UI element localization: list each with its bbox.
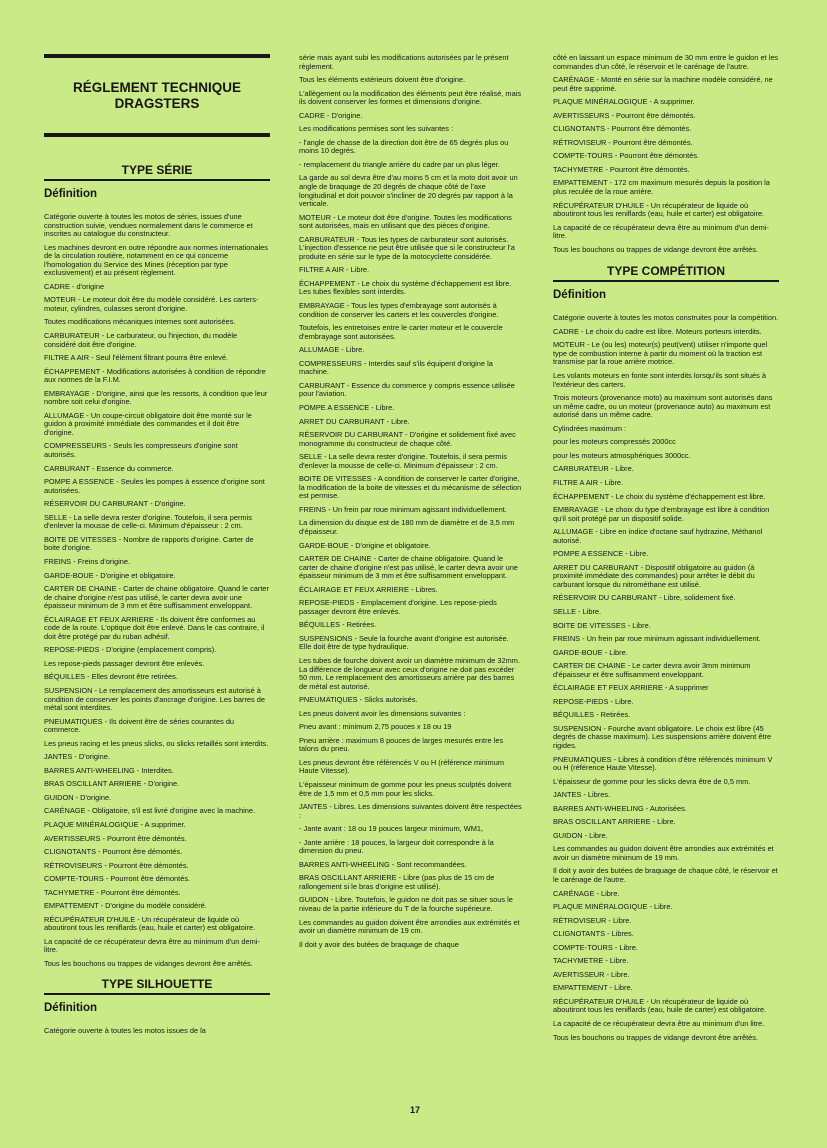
- paragraph: CADRE - D'origine.: [299, 110, 363, 120]
- paragraph: Tous les bouchons ou trappes de vidange devront être arrêtés.: [553, 1032, 759, 1042]
- section-rule: [44, 179, 270, 181]
- paragraph: BOITE DE VITESSES - Nombre de rapports d'origine. Carter de boite d'origine.: [44, 534, 254, 553]
- paragraph: Les repose-pieds passager devront être enlevés.: [44, 658, 205, 668]
- paragraph: JANTES - Libres. Les dimensions suivantes doivent être respectées :: [299, 802, 522, 820]
- paragraph: COMPRESSEURS - Interdits sauf s'ils équipent d'origine la machine.: [299, 358, 493, 377]
- silhouette-body: [299, 54, 523, 949]
- paragraph: CLIGNOTANTS - Libres.: [553, 929, 634, 939]
- paragraph: BÉQUILLES - Retirées.: [299, 620, 377, 630]
- header-rule-bottom: [44, 133, 270, 137]
- paragraph: pour les moteurs compressés 2000cc: [553, 437, 676, 447]
- paragraph: ÉCLAIRAGE ET FEUX ARRIERE - Libres.: [299, 584, 438, 594]
- paragraph: Catégorie ouverte à toutes les motos issues de la: [44, 1025, 206, 1035]
- paragraph: GUIDON - D'origine.: [44, 792, 112, 802]
- paragraph: Les volants moteurs en fonte sont interdits lorsqu'ils sont situés à l'extérieur des carters.: [553, 371, 766, 389]
- section-rule: [44, 993, 270, 995]
- paragraph: PNEUMATIQUES - Slicks autorisés.: [299, 695, 418, 705]
- paragraph: Les tubes de fourche doivent avoir un diamètre minimum de 32mm. La différence de longueur avec ceux d'origine ne doit pas excéder 50 mm. Le remplacement des amortisseurs arrière par des barres de métal est autorisé.: [299, 655, 521, 691]
- paragraph: Il doit y avoir des butées de braquage de chaque: [299, 939, 459, 949]
- paragraph: ÉCLAIRAGE ET FEUX ARRIERE - A supprimer: [553, 683, 709, 693]
- paragraph: ALLUMAGE - Libre en indice d'octane sauf hydrazine, Méthanol autorisé.: [553, 527, 763, 545]
- paragraph: Catégorie ouverte à toutes les motos construites pour la compétition.: [553, 313, 779, 323]
- paragraph: SELLE - Libre.: [553, 606, 602, 616]
- paragraph: CARTER DE CHAINE - Carter de chaine obligatoire. Quand le carter de chaine d'origine n'est pas utilisé, le carter devra avoir une épaisseur minimum de 3 mm et être suffisamment enveloppant.: [44, 584, 269, 611]
- paragraph: Les pneus devront être référencés V ou H (référence minimum Haute Vitesse).: [299, 757, 504, 776]
- header-rule-top: [44, 54, 270, 58]
- paragraph: - Jante arrière : 18 pouces, la largeur doit correspondre à la dimension du pneu.: [299, 837, 494, 856]
- paragraph: Les commandes au guidon doivent être arrondies aux extrémités et avoir un diamètre minimum de 19 cm.: [299, 917, 520, 936]
- paragraph: BRAS OSCILLANT ARRIERE - D'origine.: [44, 779, 180, 789]
- paragraph: SUSPENSION - Fourche avant obligatoire. Le choix est libre (45 degrés de chasse maximum). Les suspensions arrière doivent être rigides.: [553, 723, 772, 750]
- paragraph: MOTEUR - Le (ou les) moteur(s) peut(vent) utiliser n'importe quel type de combustion interne à partir du moment où la traction est transmise par la roue arrière motrice.: [553, 340, 768, 367]
- paragraph: BÉQUILLES - Retirées.: [553, 710, 631, 720]
- document-title: RÉGLEMENT TECHNIQUE DRAGSTERS: [72, 80, 241, 111]
- paragraph: EMBRAYAGE - Tous les types d'embrayage sont autorisés à condition de conserver les carters et les couvercles d'origine.: [299, 301, 499, 319]
- paragraph: La dimension du disque est de 180 mm de diamètre et de 3,5 mm d'épaisseur.: [299, 518, 515, 536]
- serie-body: [44, 213, 270, 969]
- paragraph: PNEUMATIQUES - Ils doivent être de séries courantes du commerce.: [44, 716, 235, 735]
- paragraph: RÉSERVOIR DU CARBURANT - D'origine et solidement fixé avec monogramme du constructeur de chaque côté.: [299, 430, 516, 448]
- paragraph: ÉCHAPPEMENT - Le choix du système d'échappement est libre.: [553, 491, 766, 501]
- paragraph: EMPATTEMENT - Libre.: [553, 983, 633, 993]
- paragraph: BRAS OSCILLANT ARRIERE - Libre (pas plus de 15 cm de rallongement si le bras d'origine est utilisé).: [299, 873, 495, 891]
- paragraph: BOITE DE VITESSES - A condition de conserver le carter d'origine, la modification de la boite de vitesses et du mécanisme de sélection est permise.: [299, 474, 522, 501]
- paragraph: La garde au sol devra être d'au moins 5 cm et la moto doit avoir un angle de braquage de 20 degrés de chaque côté de l'axe longitudinal et doit pouvoir s'incliner de 20 degrés par rapport à la verticale.: [299, 173, 518, 209]
- paragraph: La capacité de ce récupérateur devra être au minimum d'un demi-litre.: [553, 222, 769, 241]
- paragraph: FREINS - Un frein par roue minimum agissant individuellement.: [299, 504, 507, 514]
- paragraph: L'épaisseur de gomme pour les slicks devra être de 0,5 mm.: [553, 776, 751, 786]
- section-title-silhouette: TYPE SILHOUETTE: [101, 976, 213, 991]
- paragraph: JANTES - D'origine.: [44, 752, 110, 762]
- paragraph: ARRET DU CARBURANT - Libre.: [299, 416, 410, 426]
- paragraph: COMPTE-TOURS - Pourront être démontés.: [553, 151, 700, 161]
- paragraph: PLAQUE MINÉRALOGIQUE - A supprimer.: [44, 819, 186, 829]
- paragraph: RÉCUPÉRATEUR D'HUILE - Un récupérateur de liquide où aboutiront tous les reniflards (eau, huile et carter) est obligatoire.: [553, 200, 765, 219]
- paragraph: Toutefois, les entretoises entre le carter moteur et le couvercle d'embrayage sont autorisées.: [299, 323, 503, 341]
- paragraph: Les modifications permises sont les suivantes :: [299, 124, 454, 134]
- paragraph: COMPTE-TOURS - Pourront être démontés.: [44, 874, 191, 884]
- paragraph: BARRES ANTI-WHEELING - Sont recommandées.: [299, 859, 467, 869]
- paragraph: SUSPENSIONS - Seule la fourche avant d'origine est autorisée. Elle doit être de type hydraulique.: [299, 633, 509, 652]
- paragraph: RÉCUPÉRATEUR D'HUILE - Un récupérateur de liquide où aboutiront tous les reniflards (eau, huile de carter) est obligatoire.: [553, 996, 767, 1015]
- section-title-competition: TYPE COMPÉTITION: [606, 264, 725, 279]
- subsection-definition: Définition: [553, 289, 607, 302]
- paragraph: CARBURATEUR - Tous les types de carburateur sont autorisés. L'injection d'essence ne peut être utilisée que si le constructeur l'a produite en série sur le type de la motocyclette considérée.: [299, 234, 515, 261]
- paragraph: Les pneus doivent avoir les dimensions suivantes :: [299, 708, 466, 718]
- paragraph: EMPATTEMENT - D'origine du modèle considéré.: [44, 901, 207, 911]
- paragraph: COMPTE-TOURS - Libre.: [553, 942, 638, 952]
- paragraph: JANTES - Libres.: [553, 790, 611, 800]
- paragraph: PLAQUE MINÉRALOGIQUE - Libre.: [553, 902, 673, 912]
- paragraph: Pneu avant : minimum 2,75 pouces x 18 ou 19: [299, 722, 452, 732]
- paragraph: Toutes modifications mécaniques internes sont autorisées.: [44, 317, 236, 327]
- paragraph: CARBURATEUR - Libre.: [553, 464, 634, 474]
- paragraph: RÉTROVISEUR - Libre.: [553, 915, 632, 925]
- paragraph: AVERTISSEUR - Libre.: [553, 969, 630, 979]
- paragraph: POMPE A ESSENCE - Seules les pompes à essence d'origine sont autorisées.: [44, 477, 265, 495]
- paragraph: BOITE DE VITESSES - Libre.: [553, 620, 651, 630]
- paragraph: côté en laissant un espace minimum de 30 mm entre le guidon et les commandes d'un côté, le réservoir et le carénage de l'autre.: [553, 54, 779, 71]
- paragraph: ÉCHAPPEMENT - Le choix du système d'échappement est libre. Les tubes flexibles sont interdits.: [299, 278, 512, 297]
- paragraph: ALLUMAGE - Un coupe-circuit obligatoire doit être monté sur le guidon à proximité immédiate des commandes et il doit être d'origine.: [44, 410, 252, 437]
- paragraph: Tous les bouchons ou trappes de vidange devront être arrêtés.: [553, 244, 759, 254]
- section-title-serie: TYPE SÉRIE: [121, 163, 193, 177]
- competition-body: [553, 314, 779, 1042]
- paragraph: ARRET DU CARBURANT - Dispositif obligatoire au guidon (à proximité immédiate des commandes) pour arrêter le débit du carburant lorsque du nitrométhane est utilisé.: [553, 562, 755, 589]
- paragraph: REPOSE-PIEDS - Libre.: [553, 696, 634, 706]
- paragraph: ÉCLAIRAGE ET FEUX ARRIERE - Ils doivent être conformes au code de la route. L'optique doit être enlevé. Dans le cas contraire, il doit être protégé par du ruban adhésif.: [44, 614, 265, 641]
- paragraph: SELLE - La selle devra rester d'origine. Toutefois, il sera permis d'enlever la mousse de celle-ci. Minimum d'épaisseur : 2 cm.: [44, 512, 252, 531]
- paragraph: CARBURANT - Essence du commerce.: [44, 463, 174, 473]
- paragraph: SELLE - La selle devra rester d'origine. Toutefois, il sera permis d'enlever la mousse de celle-ci. Minimum d'épaisseur : 2 cm.: [299, 452, 507, 470]
- page-number: 17: [409, 1105, 420, 1115]
- paragraph: CARBURANT - Essence du commerce y compris essence utilisée pour l'aviation.: [299, 380, 515, 399]
- paragraph: série mais ayant subi les modifications autorisées par le présent règlement.: [299, 54, 509, 71]
- paragraph: REPOSE-PIEDS - D'origine (emplacement compris).: [44, 645, 217, 655]
- paragraph: CARÉNAGE - Monté en série sur la machine modèle considéré, ne peut être supprimé.: [553, 75, 773, 93]
- paragraph: GUIDON - Libre.: [553, 830, 608, 840]
- paragraph: FILTRE A AIR - Libre.: [299, 265, 370, 275]
- paragraph: GARDE-BOUE - D'origine et obligatoire.: [44, 570, 176, 580]
- paragraph: BÉQUILLES - Elles devront être retirées.: [44, 672, 178, 682]
- paragraph: BRAS OSCILLANT ARRIERE - Libre.: [553, 817, 676, 827]
- paragraph: Tous les éléments extérieurs doivent être d'origine.: [299, 75, 466, 85]
- paragraph: GARDE-BOUE - Libre.: [553, 647, 628, 657]
- paragraph: AVERTISSEURS - Pourront être démontés.: [553, 110, 696, 120]
- paragraph: - remplacement du triangle arrière du cadre par un plus léger.: [299, 159, 500, 169]
- paragraph: MOTEUR - Le moteur doit être d'origine. Toutes les modifications sont autorisées, mais en utilisant que des pièces d'origine.: [299, 212, 512, 231]
- paragraph: CADRE - Le choix du cadre est libre. Moteurs porteurs interdits.: [553, 326, 762, 336]
- paragraph: RÉTROVISEUR - Pourront être démontés.: [553, 137, 693, 147]
- paragraph: RÉTROVISEURS - Pourront être démontés.: [44, 860, 189, 870]
- silhouette-body-continued: [553, 54, 779, 254]
- paragraph: - l'angle de chasse de la direction doit être de 65 degrés plus ou moins 10 degrés.: [299, 137, 509, 156]
- paragraph: POMPE A ESSENCE - Libre.: [299, 402, 395, 412]
- column-2: [299, 54, 523, 1129]
- paragraph: PNEUMATIQUES - Libres à condition d'être référencés minimum V ou H (référence Haute Vitesse).: [553, 754, 773, 773]
- paragraph: CADRE - d'origine: [44, 281, 105, 291]
- subsection-definition: Définition: [44, 1001, 98, 1014]
- paragraph: SUSPENSION - Le remplacement des amortisseurs est autorisé à condition de conserver les points d'ancrage d'origine. Les barres de métal sont interdites.: [44, 685, 265, 713]
- paragraph: ALLUMAGE - Libre.: [299, 345, 365, 355]
- paragraph: BARRES ANTI-WHEELING - Autorisées.: [553, 803, 687, 813]
- paragraph: Les machines devront en outre répondre aux normes internationales de la circulation routière, notamment en ce qui concerne l'homologation du Service des Mines (réception par type exclusivement) et au présent règlement.: [44, 242, 268, 278]
- paragraph: L'allègement ou la modification des éléments peut être réalisé, mais ils doivent conserver les formes et dimensions d'origine.: [299, 88, 522, 107]
- paragraph: CARTER DE CHAINE - Carter de chaine obligatoire. Quand le carter de chaine d'origine n'est pas utilisé, le carter devra avoir une épaisseur minimum de 3 mm et être suffisamment enveloppant.: [299, 554, 518, 581]
- paragraph: CARTER DE CHAINE - Le carter devra avoir 3mm minimum d'épaisseur et être suffisamment enveloppant.: [553, 661, 751, 679]
- paragraph: PLAQUE MINÉRALOGIQUE - A supprimer.: [553, 97, 695, 107]
- paragraph: CARBURATEUR - Le carburateur, ou l'injection, du modèle considéré doit être d'origine.: [44, 331, 238, 349]
- paragraph: EMBRAYAGE - Le choix du type d'embrayage est libre à condition qu'il soit protégé par un dispositif solide.: [553, 505, 770, 523]
- paragraph: TACHYMETRE - Pourront être démontés.: [44, 887, 181, 897]
- paragraph: CARÉNAGE - Libre.: [553, 888, 620, 898]
- paragraph: - Jante avant : 18 ou 19 pouces largeur minimum, WM1,: [299, 824, 484, 834]
- paragraph: L'épaisseur minimum de gomme pour les pneus sculptés doivent être de 1,5 mm et 0,5 mm pour les slicks.: [299, 780, 512, 798]
- column-1: [44, 54, 270, 1114]
- paragraph: Catégorie ouverte à toutes les motos de séries, issues d'une construction suivie, vendues normalement dans le commerce et inscrites au catalogue du constructeur.: [44, 212, 253, 239]
- paragraph: TACHYMETRE - Libre.: [553, 956, 629, 966]
- paragraph: La capacité de ce récupérateur devra être au minimum d'un litre.: [553, 1019, 765, 1029]
- paragraph: REPOSE-PIEDS - Emplacement d'origine. Les repose-pieds passager devront être enlevés.: [299, 598, 497, 616]
- paragraph: ÉCHAPPEMENT - Modifications autorisées à condition de répondre aux normes de la F.I.M.: [44, 366, 266, 385]
- paragraph: Les commandes au guidon doivent être arrondies aux extrémités et avoir un diamètre minimum de 19 mm.: [553, 844, 774, 862]
- paragraph: EMBRAYAGE - D'origine, ainsi que les ressorts, à condition que leur nombre soit celui d'origine.: [44, 388, 268, 407]
- paragraph: POMPE A ESSENCE - Libre.: [553, 549, 649, 559]
- paragraph: FREINS - Freins d'origine.: [44, 556, 131, 566]
- paragraph: FREINS - Un frein par roue minimum agissant individuellement.: [553, 634, 761, 644]
- paragraph: Pneu arrière : maximum 8 pouces de larges mesurés entre les talons du pneu.: [299, 735, 504, 754]
- paragraph: Cylindrées maximum :: [553, 423, 627, 433]
- paragraph: La capacité de ce récupérateur devra être au minimum d'un demi-litre.: [44, 936, 260, 955]
- paragraph: TACHYMETRE - Pourront être démontés.: [553, 164, 690, 174]
- paragraph: RÉSERVOIR DU CARBURANT - Libre, solidement fixé.: [553, 593, 736, 603]
- paragraph: CARÉNAGE - Obligatoire, s'il est livré d'origine avec la machine.: [44, 806, 256, 816]
- paragraph: COMPRESSEURS - Seuls les compresseurs d'origine sont autorisés.: [44, 441, 238, 460]
- paragraph: MOTEUR - Le moteur doit être du modèle considéré. Les carters-moteur, cylindres, culasses seront d'origine.: [44, 295, 259, 313]
- paragraph: Il doit y avoir des butées de braquage de chaque côté, le réservoir et le carénage de l'autre.: [553, 866, 778, 884]
- paragraph: RÉSERVOIR DU CARBURANT - D'origine.: [44, 499, 186, 509]
- paragraph: FILTRE A AIR - Seul l'élément filtrant pourra être enlevé.: [44, 353, 229, 363]
- paragraph: FILTRE A AIR - Libre.: [553, 477, 624, 487]
- paragraph: GUIDON - Libre. Toutefois, le guidon ne doit pas se situer sous le niveau de la partie inférieure du T de la fourche supérieure.: [299, 895, 513, 914]
- paragraph: Tous les bouchons ou trappes de vidanges devront être arrêtés.: [44, 959, 253, 968]
- paragraph: CLIGNOTANTS - Pourront être démontés.: [44, 847, 183, 857]
- paragraph: EMPATTEMENT - 172 cm maximum mesurés depuis la position la plus reculée de la roue arrière.: [553, 178, 770, 197]
- paragraph: CLIGNOTANTS - Pourront être démontés.: [553, 124, 692, 134]
- column-3: [553, 54, 779, 1084]
- section-rule: [553, 280, 779, 282]
- paragraph: pour les moteurs atmosphériques 3000cc.: [553, 450, 691, 460]
- paragraph: GARDE-BOUE - D'origine et obligatoire.: [299, 540, 431, 550]
- paragraph: AVERTISSEURS - Pourront être démontés.: [44, 833, 187, 843]
- subsection-definition: Définition: [44, 188, 98, 200]
- paragraph: BARRES ANTI-WHEELING - Interdites.: [44, 765, 174, 775]
- paragraph: Trois moteurs (provenance moto) au maximum sont autorisés dans un même cadre, ou un moteur (provenance auto) au maximum est autorisé dans un même cadre.: [553, 393, 773, 420]
- paragraph: Les pneus racing et les pneus slicks, ou slicks retaillés sont interdits.: [44, 738, 269, 748]
- paragraph: RÉCUPÉRATEUR D'HUILE - Un récupérateur de liquide où aboutiront tous les reniflards (eau, huile et carter) est obligatoire.: [44, 914, 256, 933]
